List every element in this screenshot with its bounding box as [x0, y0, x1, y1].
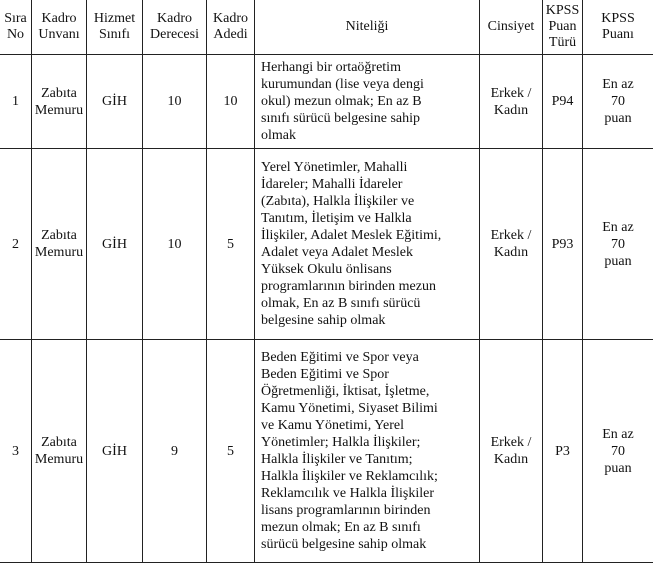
- cell-hizmet-sinifi: GİH: [87, 55, 143, 149]
- cell-kadro-derecesi: 9: [143, 340, 207, 563]
- header-hizmet-sinifi: Hizmet Sınıfı: [87, 0, 143, 55]
- header-kadro-adedi: Kadro Adedi: [207, 0, 255, 55]
- cell-niteligi: Herhangi bir ortaöğretim kurumundan (lise veya dengi okul) mezun olmak; En az B sınıfı sürücü belgesine sahip olmak: [255, 55, 480, 149]
- header-kpss-puani: KPSS Puanı: [583, 0, 653, 55]
- header-kpss-puan-turu: KPSS Puan Türü: [543, 0, 583, 55]
- cell-kpss-puan-turu: P94: [543, 55, 583, 149]
- header-kadro-derecesi: Kadro Derecesi: [143, 0, 207, 55]
- cell-sira-no: 2: [0, 149, 32, 340]
- cell-kpss-puani: En az 70 puan: [583, 149, 653, 340]
- table-row: [0, 149, 653, 340]
- cell-kadro-derecesi: 10: [143, 55, 207, 149]
- cell-kpss-puani: En az 70 puan: [583, 55, 653, 149]
- cell-kpss-puan-turu: P93: [543, 149, 583, 340]
- cell-cinsiyet: Erkek / Kadın: [480, 340, 543, 563]
- header-kadro-unvani: Kadro Unvanı: [32, 0, 87, 55]
- cell-kadro-unvani: Zabıta Memuru: [32, 55, 87, 149]
- cell-hizmet-sinifi: GİH: [87, 149, 143, 340]
- cell-niteligi: Yerel Yönetimler, Mahalli İdareler; Mahalli İdareler (Zabıta), Halkla İlişkiler ve Tanıtım, İletişim ve Halkla İlişkiler, Adalet Meslek Eğitimi, Adalet veya Adalet Meslek Yüksek Okulu önlisans programlarının birinden mezun olmak, En az B sınıfı sürücü belgesine sahip olmak: [255, 149, 480, 340]
- cell-hizmet-sinifi: GİH: [87, 340, 143, 563]
- header-cinsiyet: Cinsiyet: [480, 0, 543, 55]
- header-niteligi: Niteliği: [255, 0, 480, 55]
- header-row: [0, 0, 653, 55]
- table-row: [0, 340, 653, 563]
- cell-cinsiyet: Erkek / Kadın: [480, 55, 543, 149]
- cell-kadro-unvani: Zabıta Memuru: [32, 149, 87, 340]
- cell-sira-no: 3: [0, 340, 32, 563]
- cell-kadro-adedi: 5: [207, 149, 255, 340]
- cell-kadro-unvani: Zabıta Memuru: [32, 340, 87, 563]
- cell-kadro-adedi: 5: [207, 340, 255, 563]
- cell-sira-no: 1: [0, 55, 32, 149]
- cell-niteligi: Beden Eğitimi ve Spor veya Beden Eğitimi ve Spor Öğretmenliği, İktisat, İşletme, Kamu Yönetimi, Siyaset Bilimi ve Kamu Yönetimi, Yerel Yönetimler; Halkla İlişkiler; Halkla İlişkiler ve Tanıtım; Halkla İlişkiler ve Reklamcılık; Reklamcılık ve Halkla İlişkiler lisans programlarının birinden mezun olmak; En az B sınıfı sürücü belgesine sahip olmak: [255, 340, 480, 563]
- cell-kadro-derecesi: 10: [143, 149, 207, 340]
- cell-kpss-puani: En az 70 puan: [583, 340, 653, 563]
- cell-kadro-adedi: 10: [207, 55, 255, 149]
- table-row: [0, 55, 653, 149]
- cell-cinsiyet: Erkek / Kadın: [480, 149, 543, 340]
- header-sira-no: Sıra No: [0, 0, 32, 55]
- cell-kpss-puan-turu: P3: [543, 340, 583, 563]
